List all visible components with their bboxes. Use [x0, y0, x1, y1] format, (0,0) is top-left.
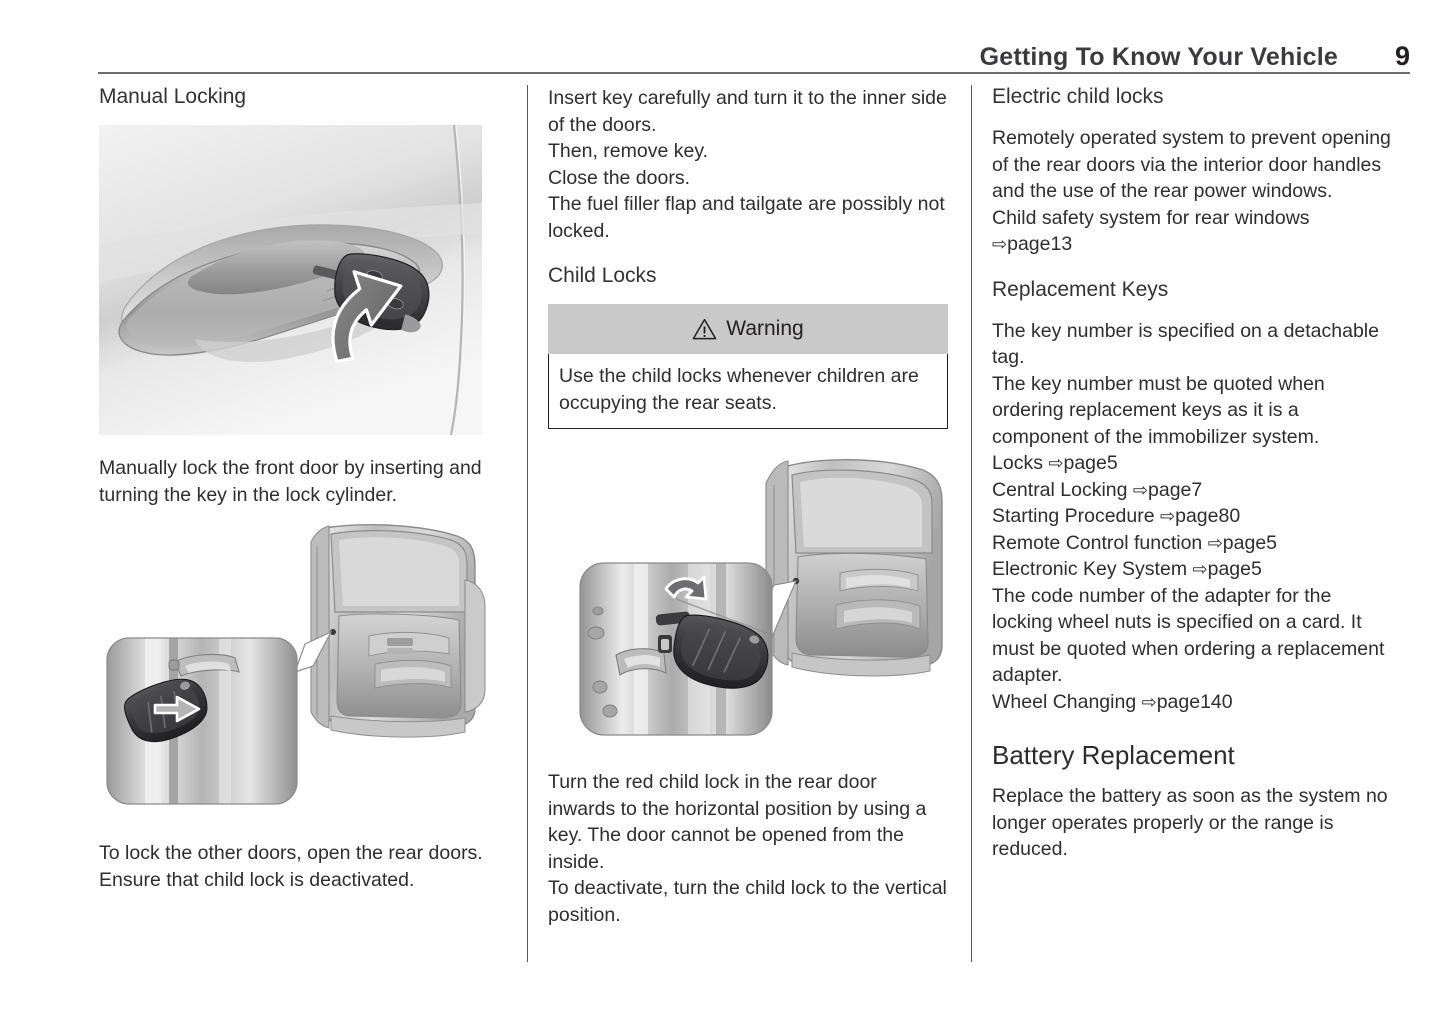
paragraph-manual-lock-front-door: Manually lock the front door by inserting and turning the key in the lock cylinder. — [99, 457, 482, 506]
crossref-child-safety-system[interactable] — [992, 205, 1392, 258]
paragraph-replace-battery: Replace the battery as soon as the system no longer operates properly or the range is reduced. — [992, 785, 1388, 861]
page-number: 9 — [1394, 41, 1410, 71]
paragraph-insert-key: Insert key carefully and turn it to the inner side of the doors. — [548, 87, 947, 136]
heading-child-locks: Child Locks — [548, 264, 657, 287]
warning-header — [548, 304, 948, 354]
crossref-arrow-icon: ⇨ — [1160, 506, 1176, 527]
crossref-label: Remote Control function — [992, 531, 1203, 554]
paragraph-adapter-code-number: The code number of the adapter for the locking wheel nuts is specified on a card. It must be quoted when ordering a replacement adapter. — [992, 584, 1385, 687]
paragraph-fuel-flap: The fuel filler flap and tailgate are possibly not locked. — [548, 193, 945, 242]
paragraph-key-number-quoted: The key number must be quoted when ordering replacement keys as it is a component of the immobilizer system. — [992, 372, 1325, 448]
crossref-label: Locks — [992, 452, 1043, 475]
paragraph-key-number-tag: The key number is specified on a detachable tag. — [992, 319, 1379, 369]
column-right — [992, 85, 1392, 863]
crossref-target: page5 — [1207, 558, 1262, 581]
crossref-label: Electronic Key System — [992, 558, 1188, 581]
column-divider-right — [971, 85, 972, 962]
crossref-arrow-icon: ⇨ — [1132, 479, 1149, 500]
figure-door-handle-key — [99, 125, 495, 435]
paragraph-remove-key: Then, remove key. — [548, 140, 709, 162]
figure-rear-door-child-lock — [548, 449, 948, 749]
crossref-arrow-icon: ⇨ — [1207, 532, 1223, 553]
column-middle — [548, 85, 948, 928]
crossref-label: Central Locking — [992, 478, 1128, 501]
crossref-target: page7 — [1148, 478, 1203, 501]
warning-title: Warning — [726, 317, 804, 341]
column-left — [99, 85, 495, 893]
crossref-central-locking[interactable] — [992, 477, 1392, 504]
warning-box — [548, 304, 948, 429]
warning-body — [548, 354, 948, 429]
crossref-arrow-icon: ⇨ — [1048, 453, 1064, 474]
paragraph-remote-system: Remotely operated system to prevent opening of the rear doors via the interior door handles and the use of the rear power windows. — [992, 127, 1391, 203]
header-rule — [98, 72, 1410, 74]
crossref-starting-procedure[interactable] — [992, 503, 1392, 530]
column-divider-left — [527, 85, 528, 962]
crossref-target: page13 — [1007, 233, 1073, 256]
crossref-label: Starting Procedure — [992, 505, 1155, 528]
crossref-locks[interactable] — [992, 450, 1392, 477]
paragraph-turn-red-child-lock: Turn the red child lock in the rear door inwards to the horizontal position by using a key. The door cannot be opened from the inside. — [548, 771, 927, 873]
crossref-remote-control-function[interactable] — [992, 530, 1392, 557]
crossref-target: page80 — [1175, 505, 1241, 528]
heading-replacement-keys: Replacement Keys — [992, 277, 1169, 301]
crossref-target: page5 — [1063, 452, 1118, 475]
paragraph-lock-other-doors: To lock the other doors, open the rear doors. Ensure that child lock is deactivated. — [99, 842, 483, 891]
page-title: Getting To Know Your Vehicle — [979, 43, 1338, 71]
crossref-target: page140 — [1156, 690, 1233, 713]
crossref-wheel-changing[interactable] — [992, 689, 1392, 716]
heading-battery-replacement: Battery Replacement — [992, 740, 1235, 771]
crossref-target: page5 — [1222, 531, 1278, 554]
figure-front-door-lock-cylinder — [99, 520, 495, 820]
crossref-label: Child safety system for rear windows — [992, 206, 1310, 229]
crossref-arrow-icon: ⇨ — [1192, 559, 1208, 580]
crossref-arrow-icon: ⇨ — [1141, 691, 1157, 712]
paragraph-deactivate-child-lock: To deactivate, turn the child lock to the vertical position. — [548, 877, 947, 926]
heading-manual-locking: Manual Locking — [99, 85, 247, 108]
crossref-electronic-key-system[interactable] — [992, 556, 1392, 583]
crossref-arrow-icon: ⇨ — [992, 234, 1008, 255]
crossref-label: Wheel Changing — [992, 690, 1137, 713]
page-header — [98, 38, 1410, 72]
warning-triangle-icon — [692, 318, 717, 340]
warning-text: Use the child locks whenever children are occupying the rear seats. — [559, 365, 919, 414]
paragraph-close-doors: Close the doors. — [548, 166, 690, 189]
heading-electric-child-locks: Electric child locks — [992, 85, 1164, 108]
